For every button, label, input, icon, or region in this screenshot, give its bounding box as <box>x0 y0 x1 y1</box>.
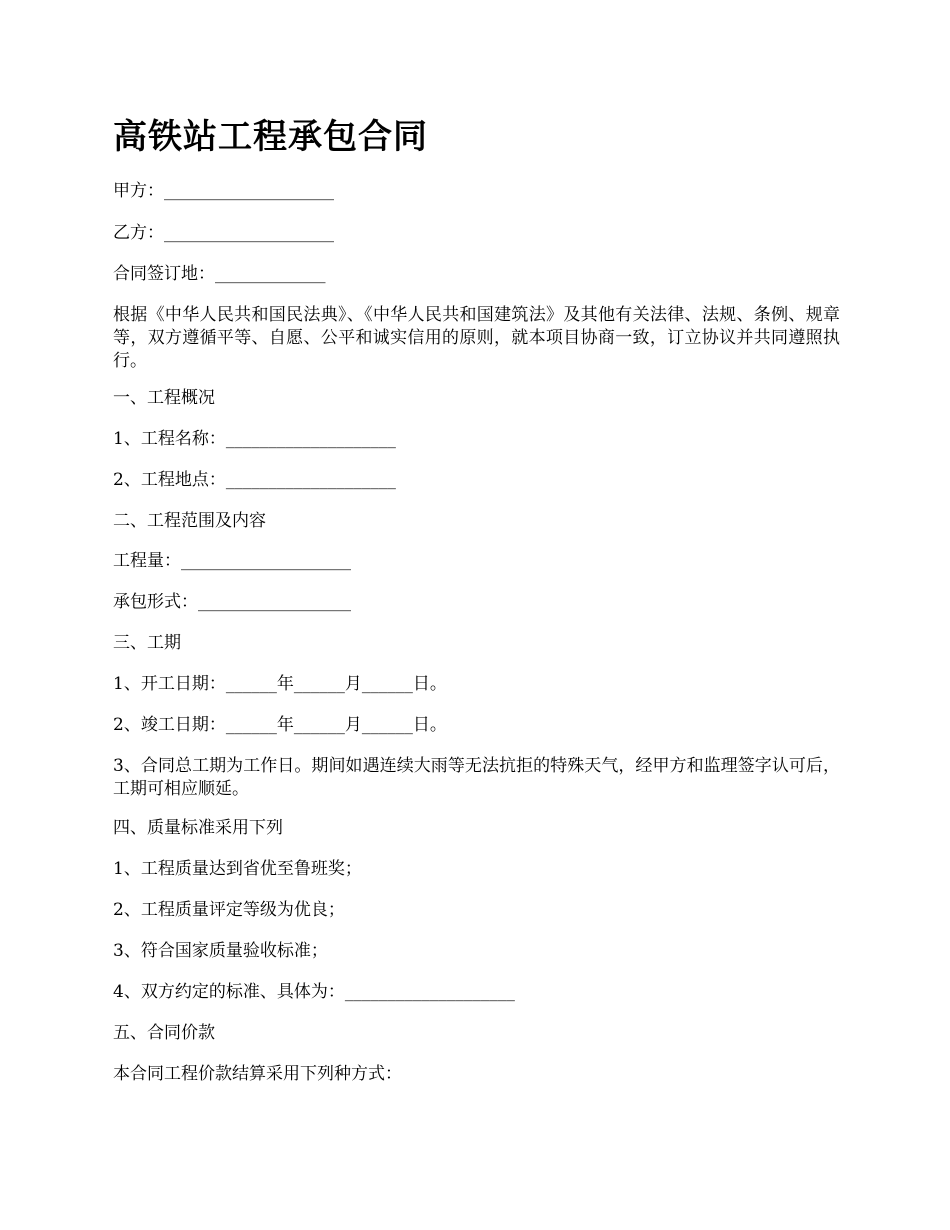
section-heading-5: 五、合同价款 <box>113 1023 215 1043</box>
project-name-line: 1、工程名称：____________________ <box>113 429 396 449</box>
signing-place-line: 合同签订地：_____________ <box>113 264 326 284</box>
quality-item-4: 4、双方约定的标准、具体为：____________________ <box>113 982 515 1002</box>
section-heading-1: 一、工程概况 <box>113 388 215 408</box>
total-duration-paragraph: 3、合同总工期为工作日。期间如遇连续大雨等无法抗拒的特殊天气，经甲方和监理签字认可后，工期可相应顺延。 <box>113 756 840 799</box>
price-method-line: 本合同工程价款结算采用下列种方式： <box>113 1064 402 1084</box>
contract-form-line: 承包形式：__________________ <box>113 592 351 612</box>
preamble-paragraph: 根据《中华人民共和国民法典》、《中华人民共和国建筑法》及其他有关法律、法规、条例、规章等，双方遵循平等、自愿、公平和诚实信用的原则，就本项目协商一致，订立协议并共同遵照执行。 <box>113 305 840 371</box>
project-location-line: 2、工程地点：____________________ <box>113 470 396 490</box>
document-title: 高铁站工程承包合同 <box>113 117 428 157</box>
quality-item-2: 2、工程质量评定等级为优良； <box>113 900 345 920</box>
section-heading-3: 三、工期 <box>113 633 181 653</box>
work-quantity-line: 工程量：____________________ <box>113 551 351 571</box>
quality-item-3: 3、符合国家质量验收标准； <box>113 941 328 961</box>
party-a-line: 甲方：____________________ <box>113 181 334 201</box>
completion-date-line: 2、竣工日期：______年______月______日。 <box>113 715 447 735</box>
start-date-line: 1、开工日期：______年______月______日。 <box>113 674 447 694</box>
section-heading-2: 二、工程范围及内容 <box>113 511 266 531</box>
section-heading-4: 四、质量标准采用下列 <box>113 818 283 838</box>
quality-item-1: 1、工程质量达到省优至鲁班奖； <box>113 859 362 879</box>
party-b-line: 乙方：____________________ <box>113 223 334 243</box>
